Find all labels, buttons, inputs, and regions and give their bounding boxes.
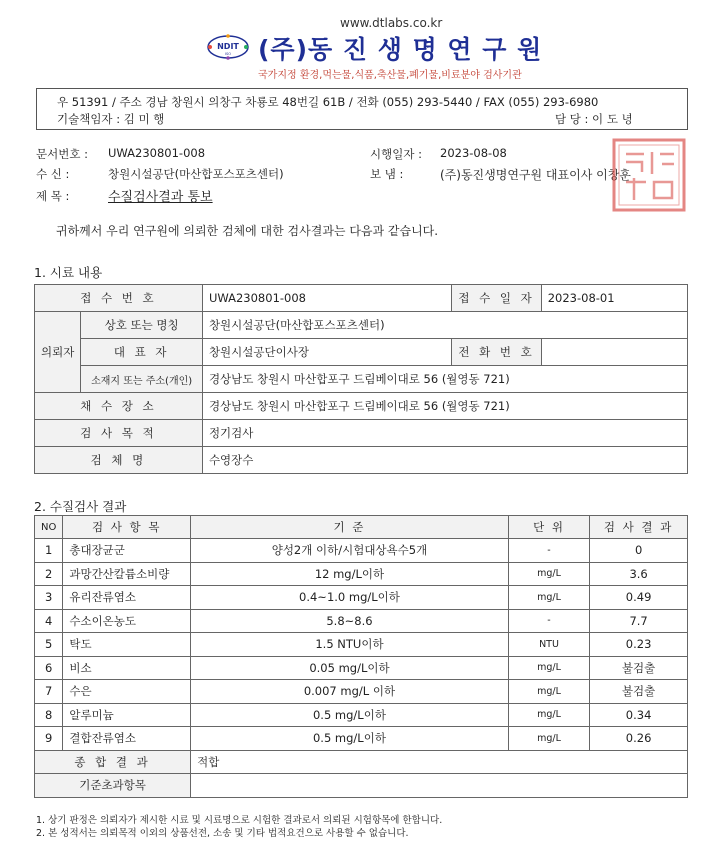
header-no: NO [35, 516, 63, 539]
table-row [35, 656, 688, 680]
notes [36, 814, 442, 840]
receipt-date: 2023-08-01 [541, 285, 687, 312]
row-standard: 0.4~1.0 mg/L이하 [191, 586, 509, 610]
website-url: www.dtlabs.co.kr [340, 16, 443, 30]
sample-place-label: 채 수 장 소 [35, 393, 203, 420]
table-row [35, 420, 688, 447]
client-address: 경상남도 창원시 마산합포구 드림베이대로 56 (월영동 721) [202, 366, 687, 393]
row-no: 9 [35, 727, 63, 751]
header-standard: 기 준 [191, 516, 509, 539]
logo-sub: ISO [224, 52, 232, 56]
company-tagline: 국가지정 환경,먹는물,식품,축산물,폐기물,비료분야 검사기관 [258, 70, 522, 81]
table-row [35, 750, 688, 774]
table-row [35, 703, 688, 727]
intro-text: 귀하께서 우리 연구원에 의뢰한 검체에 대한 검사결과는 다음과 같습니다. [56, 224, 439, 238]
company-name: (주)동 진 생 명 연 구 원 [258, 35, 543, 64]
overall-label: 종 합 결 과 [35, 750, 191, 774]
row-no: 4 [35, 609, 63, 633]
table-row [35, 447, 688, 474]
row-no: 3 [35, 586, 63, 610]
client-name: 창원시설공단(마산합포스포츠센터) [202, 312, 687, 339]
row-result: 0 [590, 539, 688, 563]
row-unit: mg/L [508, 586, 589, 610]
row-result: 0.34 [590, 703, 688, 727]
row-item: 결합잔류염소 [63, 727, 191, 751]
row-result: 0.49 [590, 586, 688, 610]
row-standard: 양성2개 이하/시험대상욕수5개 [191, 539, 509, 563]
purpose-label: 검 사 목 적 [35, 420, 203, 447]
phone [541, 339, 687, 366]
row-unit: mg/L [508, 680, 589, 704]
table-row [35, 562, 688, 586]
row-unit: - [508, 609, 589, 633]
row-no: 5 [35, 633, 63, 657]
row-standard: 0.5 mg/L이하 [191, 703, 509, 727]
row-no: 2 [35, 562, 63, 586]
test-date-label: 시행일자 : [370, 147, 422, 161]
recipient: 창원시설공단(마산합포스포츠센터) [108, 167, 284, 181]
exceed-label: 기준초과항목 [35, 774, 191, 798]
header-item: 검 사 항 목 [63, 516, 191, 539]
table-row [35, 312, 688, 339]
phone-label: 전 화 번 호 [452, 339, 541, 366]
header-result: 검 사 결 과 [590, 516, 688, 539]
note-1: 1. 상기 판정은 의뢰자가 제시한 시료 및 시료명으로 시험한 결과로서 의뢰된 시험항목에 한합니다. [36, 815, 443, 826]
row-result: 7.7 [590, 609, 688, 633]
sample-place: 경상남도 창원시 마산합포구 드림베이대로 56 (월영동 721) [202, 393, 687, 420]
sender-label: 보 냄 : [370, 167, 404, 181]
row-item: 유리잔류염소 [63, 586, 191, 610]
row-standard: 12 mg/L이하 [191, 562, 509, 586]
row-item: 탁도 [63, 633, 191, 657]
row-no: 1 [35, 539, 63, 563]
test-date: 2023-08-08 [440, 146, 507, 160]
company-logo [207, 34, 249, 60]
header-unit: 단 위 [508, 516, 589, 539]
representative: 창원시설공단이사장 [202, 339, 451, 366]
receipt-no-label: 접 수 번 호 [35, 285, 203, 312]
row-standard: 1.5 NTU이하 [191, 633, 509, 657]
row-unit: mg/L [508, 727, 589, 751]
sender: (주)동진생명연구원 대표이사 이창훈 [440, 168, 631, 182]
row-standard: 0.007 mg/L 이하 [191, 680, 509, 704]
row-result: 0.23 [590, 633, 688, 657]
row-no: 7 [35, 680, 63, 704]
row-item: 비소 [63, 656, 191, 680]
table-row [35, 339, 688, 366]
table-header-row [35, 516, 688, 539]
table-row [35, 285, 688, 312]
addr-label: 소재지 또는 주소(개인) [81, 366, 203, 393]
logo-text: NDIT [217, 42, 239, 51]
table-row [35, 680, 688, 704]
table-row [35, 609, 688, 633]
subject-label: 제 목 : [36, 189, 70, 203]
recipient-label: 수 신 : [36, 167, 70, 181]
purpose: 정기검사 [202, 420, 687, 447]
tech-manager: 기술책임자 : 김 미 행 [57, 112, 165, 126]
row-standard: 5.8~8.6 [191, 609, 509, 633]
specimen: 수영장수 [202, 447, 687, 474]
table-row [35, 366, 688, 393]
exceed-items [191, 774, 688, 798]
row-item: 총대장균군 [63, 539, 191, 563]
row-unit: - [508, 539, 589, 563]
row-standard: 0.5 mg/L이하 [191, 727, 509, 751]
doc-no: UWA230801-008 [108, 146, 206, 160]
table-row [35, 539, 688, 563]
section2-title: 2. 수질검사 결과 [34, 499, 127, 514]
address-box [36, 88, 688, 130]
table-row [35, 727, 688, 751]
subject: 수질검사결과 통보 [108, 190, 213, 205]
note-2: 2. 본 성적서는 의뢰목적 이외의 상품선전, 소송 및 기타 법적요건으로 사용할 수 없습니다. [36, 828, 409, 839]
row-result: 0.26 [590, 727, 688, 751]
row-no: 8 [35, 703, 63, 727]
person-in-charge: 담 당 : 이 도 녕 [555, 112, 633, 126]
address-line: 우 51391 / 주소 경남 창원시 의창구 차룡로 48번길 61B / 전화 (055) 293-5440 / FAX (055) 293-6980 [57, 95, 599, 109]
table-row [35, 393, 688, 420]
row-unit: mg/L [508, 562, 589, 586]
overall-result: 적합 [191, 750, 688, 774]
row-item: 수은 [63, 680, 191, 704]
row-no: 6 [35, 656, 63, 680]
name-label: 상호 또는 명칭 [81, 312, 203, 339]
specimen-label: 검 체 명 [35, 447, 203, 474]
row-item: 수소이온농도 [63, 609, 191, 633]
row-item: 과망간산칼륨소비량 [63, 562, 191, 586]
row-unit: mg/L [508, 656, 589, 680]
row-item: 알루미늄 [63, 703, 191, 727]
row-unit: NTU [508, 633, 589, 657]
rep-label: 대 표 자 [81, 339, 203, 366]
row-unit: mg/L [508, 703, 589, 727]
row-result: 불검출 [590, 680, 688, 704]
doc-no-label: 문서번호 : [36, 147, 88, 161]
official-seal [612, 138, 686, 212]
table-row [35, 586, 688, 610]
receipt-no: UWA230801-008 [202, 285, 451, 312]
section1-title: 1. 시료 내용 [34, 265, 103, 280]
sample-info-table [34, 284, 688, 474]
results-table [34, 515, 688, 798]
row-result: 3.6 [590, 562, 688, 586]
row-result: 불검출 [590, 656, 688, 680]
row-standard: 0.05 mg/L이하 [191, 656, 509, 680]
receipt-date-label: 접 수 일 자 [452, 285, 541, 312]
client-label: 의뢰자 [35, 312, 81, 393]
table-row [35, 633, 688, 657]
table-row [35, 774, 688, 798]
